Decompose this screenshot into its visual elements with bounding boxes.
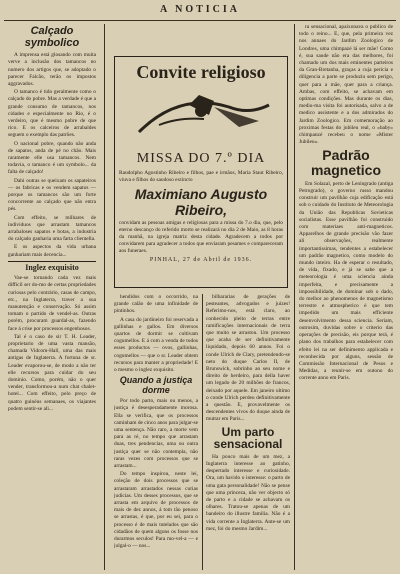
- religious-notice-box: [114, 56, 288, 288]
- mourning-emblem: [119, 87, 283, 147]
- column-divider: [202, 294, 203, 570]
- paragraph: Com effeito, se milhares de individuos que arrastam tamancos arrabaloses sapatos e botas, a industria do calçado ganharia uma farta clientella.: [8, 214, 96, 243]
- paragraph: hendidos com o occorrido, na grande calão de uma infinidade de pintinhos.: [114, 294, 198, 315]
- column-divider: [294, 24, 295, 570]
- notice-body: convidam as pessoas amigas e religiosas para a missa do 7.o dia, que, pelo eterno descanço do referido morto se realizará no dia 2 de Maio, as 8 horas da manhã, na igreja matriz desta cidade. Agradecem a todos por convidarem para agradecer a todos que enviaram pesames e compareceram aos funeraes.: [119, 220, 283, 254]
- paragraph: Tal é o caso de sir T. H. Leader, proprietario de uma vasta mansão, chamada Vidcom-Hall, uma das mais antigas de Inglaterra. A fortuna de sr. Leader evaporou-se, de modo a não ter elle recursos para cuidar do seu dominio. Como, porém, não o quer vender, transformou-a num chat chalet-hotel... Com effeito, pelo preço de quatro guinéus semanaes, os viajantes podem sentir-se ali...: [8, 333, 96, 412]
- notice-title: Convite religioso: [136, 62, 266, 82]
- paragraph: Ha pouco mais de um mez, a Inglaterra interesse ao gatinho, despertado interesse e curiosidade. Ora, um havido o interesse: o parto de uma gata personalidade! Não se pense que uma princeza, não ver objecto só de parto e a cidade se achavam os olhares. Tratou-se apenas de um bandeiro do illustre familia. Não é a vida corrente a Inglaterra. Ante-se um mez, foi do mesmo Jardim...: [206, 453, 290, 532]
- notice-intro: Raudolpho Agostinho Ribeiro e filhos, pae e irmãos, Maria Staut Ribeiro, viuva e filhos do saudoso extincto: [119, 170, 283, 183]
- masthead-rule: [4, 20, 396, 21]
- notice-place-date: PINHAL, 27 de Abril de 1936.: [149, 257, 253, 263]
- paragraph: Por todo parto, mais ou menos, a justiça é desesperadamente morosa. Ella se verifica, que os processos caminham de cinco anos para julgar-se uma sentença. Não raro, a morte vem para as ré, no tempo que arrastam duas, tres pendencias, uma ou outra justiça quer se não contempla, não raras vezes com processos que se arrastam...: [114, 398, 198, 469]
- paragraph: Vae-se tornando cada vez mais difficil ser do-mo de certas propriedades curiosas pelo contrário, casas de campo, etc., na Inglaterra, traver a sua manutenção e conservação. Só assim tomam o partido de vendel-as. Outras porém, procuram guardal-as, fazendo face á crise por processos engenhosos.: [8, 275, 96, 332]
- paragraph: O nacional pobre, quando não anda de sapatos, anda de pé no chão. Mais raramente elle usa tamancos. Nem todavia, o tamanco é um symbolo... da falta de calçado!: [8, 140, 96, 176]
- headline-inglez: Inglez exquisito: [8, 261, 96, 272]
- column-3: [206, 294, 290, 570]
- column-divider: [104, 24, 105, 570]
- notice-subtitle: MISSA DO 7.º DIA: [136, 151, 266, 166]
- paragraph: Em Solazal, perto de Leningrado (antiga Petrogrado), o governo russo mandou construir um pavilhão cuja edificação está sob o cuidado do Instituto de Meteorologia da União das Republicas Sovieticas socialistas. Esse pavilhão foi construido com materiaes anti-magneticos. Apparelhos de grande precisão vão fazer ali observações, realmente importantissimas, tendentes a estabelecer um padrão magnetico, como modelo do mundo inteiro. Ha de esperar o resultado, de vida, fixado, e já se sabe que a meteorologia é uma sciencia ainda imperfeita, e precisamente a impossibilidade, de dominar sob o dado, do melhor ao phenomenos de magnetismo terrestre e atmospherico é que tem impedido um mais efficiente desenvolvimento dessa sciencia. Seriam, outrosim, duvidas sobre o criterio das operações de precisão, eis porque terá, é plano dos trabalhos para estabelecer com efeito lei na ser definimento applicada e reconhecida por alguns, sessão de Commissão Internacional de Pesos e Medidas, a reunir-se em outono do corrente anno em Paris.: [299, 180, 393, 382]
- paragraph: A casa do jardineiro foi reservada a gallinhas e gallos. Em diversos quartos de dormir se cultivam cogumellos. E á com a venda de todos esses productos — ovos, gallinhas, cogumellos — que o sr. Leader obtem recursos para manter a propriedade! E o mesmo o inglez exquisito.: [114, 316, 198, 374]
- headline-calcado: Calçado symbolico: [24, 25, 80, 49]
- paragraph: A imprensa está glosando com muita verve a inclusão dos tamancos no numero dos artigos que, se adoptado o parecer Falcão, terão os impostos aggravados.: [8, 52, 96, 87]
- masthead: A NOTICIA: [159, 4, 241, 15]
- paragraph: E os aspectos da vida urbana ganhariam mais decencia...: [8, 244, 96, 258]
- headline-justica: Quando a justiça dorme: [119, 375, 193, 395]
- headline-padrao: Padrão magnetico: [310, 147, 381, 179]
- headline-parto: Um parto sensacional: [213, 424, 283, 452]
- cross-emblem-icon: [119, 87, 283, 147]
- deceased-name: Maximiano Augusto Ribeiro,: [134, 186, 268, 218]
- paragraph: Do tempo inspirou, neste lei, coleção de dois processos que se arrastaram arrastados nessas curias judicias. Um desses processos, que se arrasta em arquivo de processos de mais de dez annos, á tom tão penoso se arrastas, é que, por eu sei, para o processo é de mais tutelados que são cidadãos de quem alguns os fosse nos durarmos seculos! Para mo-vel-a — e julgal-o — nos...: [114, 471, 198, 550]
- column-4: [299, 24, 393, 570]
- paragraph: O tamanco é tido geralmente como o calçado do pobre. Mas a verdade é que a grande consumo de tamancos, nos cidades e especialmente no Rio, é o verdeiro, que é mesmo pobre de que rico. E os calceiros de arrabaldes seguem o exemplo das patrões.: [8, 89, 96, 139]
- column-2: [114, 294, 198, 570]
- column-1: [8, 24, 96, 570]
- paragraph: bilhararias de gerações de pesteantes, advogados e juizes! Referimo-nos, está claro, ao conhecido pleito de terras entre ramificações internacionais de terra que muito se arrastou. Um processo que acaba de ser definitivamente liquidado, depois 60 annos. Foi o conde Ulrich de Clary, pretendendo-se neto do duque Carlos II, de Brunswick, sobrinho ao seu nome e direito de herdeiro, para della haver um legado de 20 milhões de francos, deixado por aquele. Em janeiro ultimo o conde Ulrich perdeu definitivamente a questão. E, provavelmente os descendentes vivos do duque ainda de mutrar em Paris...: [206, 294, 290, 423]
- paragraph: Dahi outras se queixam os sapateiros — os fabricas e os vendem sapatos — porque os tamancos são um forte concorrente ao calçado que não entra pés.: [8, 177, 96, 213]
- paragraph: ra sensacional, apaixonava o publico de todo o reino... E, que, pela primeira vez nos annaes do Jardim Zoologico de Londres, uma chimpazé lá ser mãe! Como é, sua saude não era das melhores, foi chamado um dos mais eminentes parteiros da Gran-Bretanha, graças a cuja pericia e diligencia a parte se produziu sem perigo, quer para a mãe, quer para a criança. Ambas, com effeito, se achavam em optimas condições. Mas durante os dias, mediu-ma visita foi autorisada, salvo a de medico assistente e a dos admirados do Jardim Zoologico. Em comemoração ao proximas festas do jubileu real, o «baby» chimpanzé recebeu o nome «Mister Jubileu».: [299, 24, 393, 146]
